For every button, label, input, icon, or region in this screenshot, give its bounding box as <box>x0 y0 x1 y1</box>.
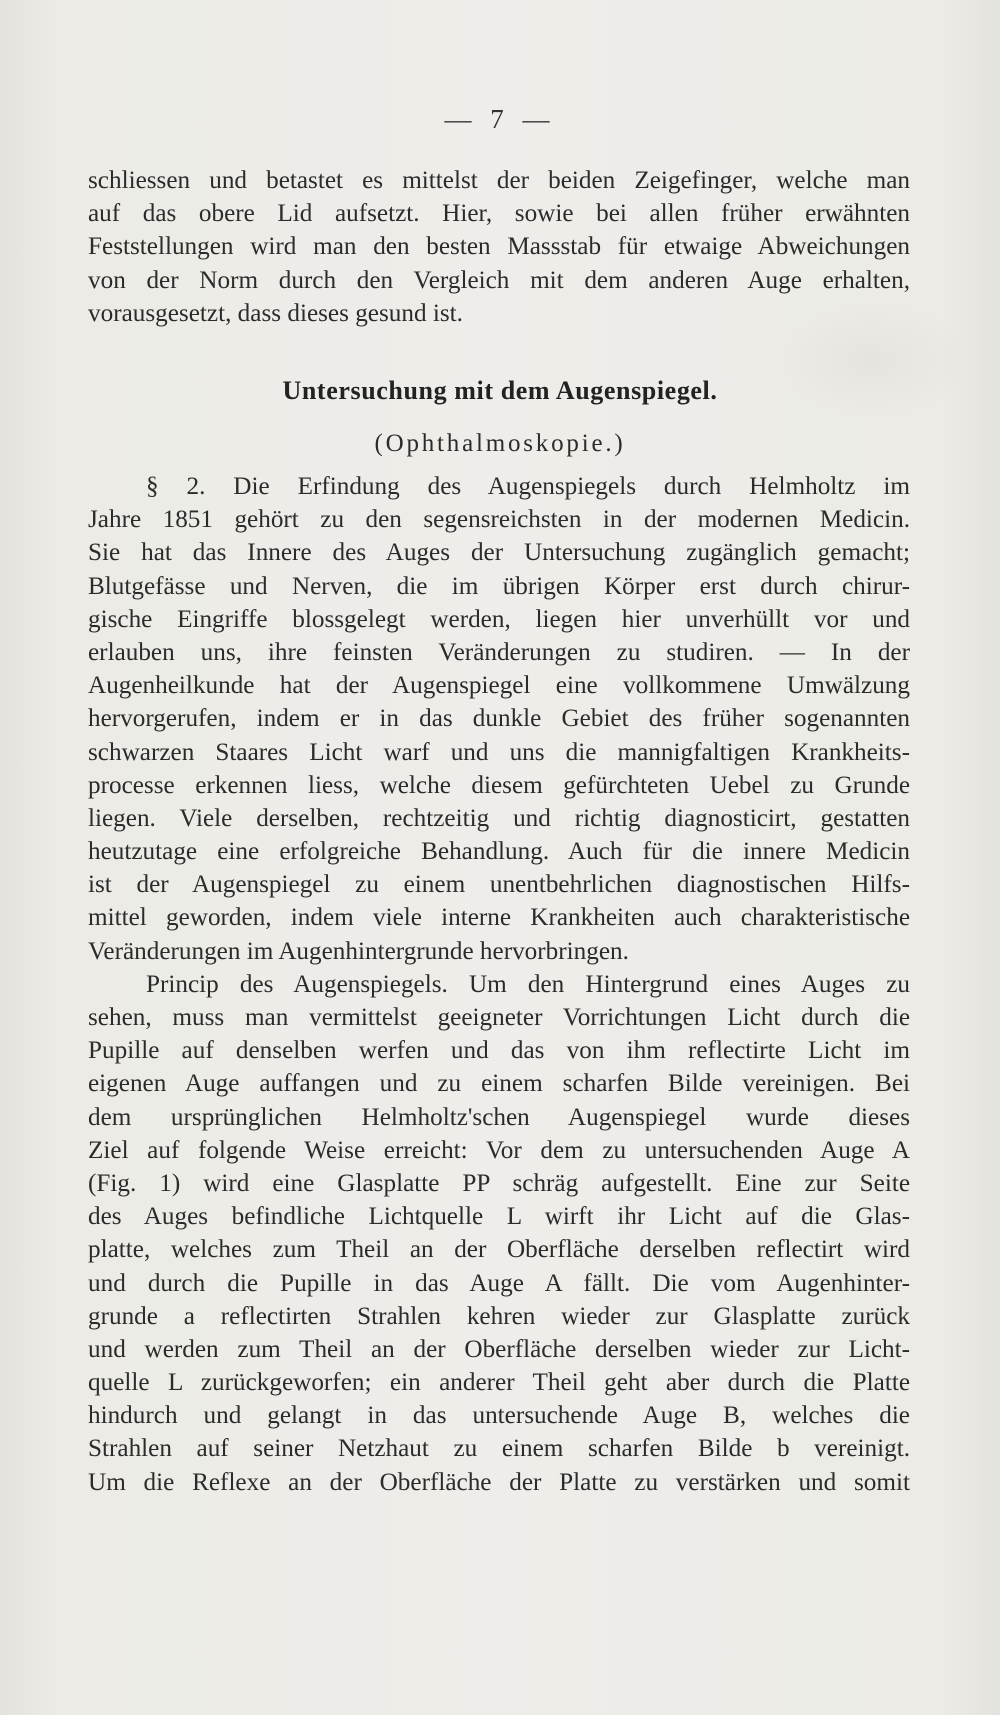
text-line: des Auges befindliche Lichtquelle L wirft ihr Licht auf die Glas- <box>88 1203 910 1231</box>
text-line: Um die Reflexe an der Oberfläche der Platte zu verstärken und somit <box>88 1468 910 1496</box>
text-line: Augenheilkunde hat der Augenspiegel eine vollkommene Umwälzung <box>88 672 910 700</box>
section-heading: Untersuchung mit dem Augenspiegel. <box>282 376 718 405</box>
text-line: § 2. Die Erfindung des Augenspiegels durch Helmholtz im <box>146 473 910 500</box>
text-line: hindurch und gelangt in das untersuchende Auge B, welches die <box>88 1402 910 1430</box>
text-line: liegen. Viele derselben, rechtzeitig und richtig diagnosticirt, gestatten <box>88 804 910 832</box>
text-line: Princip des Augenspiegels. Um den Hintergrund eines Auges zu <box>146 970 910 998</box>
text-line: mittel geworden, indem viele interne Krankheiten auch charakteristische <box>88 904 910 932</box>
text-line: sehen, muss man vermittelst geeigneter Vorrichtungen Licht durch die <box>88 1004 910 1031</box>
text-line: (Fig. 1) wird eine Glasplatte PP schräg aufgestellt. Eine zur Seite <box>88 1169 910 1197</box>
text-line: Ziel auf folgende Weise erreicht: Vor dem zu untersuchenden Auge A <box>88 1136 910 1164</box>
text-line: grunde a reflectirten Strahlen kehren wieder zur Glasplatte zurück <box>88 1302 910 1330</box>
page-number: — 7 — <box>444 104 556 134</box>
text-line: vorausgesetzt, dass dieses gesund ist. <box>88 299 463 327</box>
paragraph-intro <box>88 164 910 330</box>
text-line: Sie hat das Innere des Auges der Untersuchung zugänglich gemacht; <box>88 539 910 567</box>
text-line: Veränderungen im Augenhintergrunde hervorbringen. <box>88 937 629 965</box>
section-subheading: (Ophthalmoskopie.) <box>374 430 626 457</box>
text-line: Strahlen auf seiner Netzhaut zu einem scharfen Bilde b vereinigt. <box>88 1435 910 1463</box>
text-line: Blutgefässe und Nerven, die im übrigen Körper erst durch chirur- <box>88 572 910 600</box>
text-line: und durch die Pupille in das Auge A fällt. Die vom Augenhinter- <box>88 1269 910 1297</box>
text-line: gische Eingriffe blossgelegt werden, liegen hier unverhüllt vor und <box>88 605 910 633</box>
text-line: dem ursprünglichen Helmholtz'schen Augenspiegel wurde dieses <box>88 1103 910 1131</box>
text-line: Feststellungen wird man den besten Massstab für etwaige Abweichungen <box>88 233 910 261</box>
text-line: auf das obere Lid aufsetzt. Hier, sowie bei allen früher erwähnten <box>88 200 910 228</box>
text-line: hervorgerufen, indem er in das dunkle Gebiet des früher sogenannten <box>88 705 910 733</box>
text-line: ist der Augenspiegel zu einem unentbehrlichen diagnostischen Hilfs- <box>88 871 910 899</box>
text-line: schliessen und betastet es mittelst der beiden Zeigefinger, welche man <box>88 167 910 194</box>
text-line: quelle L zurückgeworfen; ein anderer Theil geht aber durch die Platte <box>88 1369 910 1397</box>
text-line: von der Norm durch den Vergleich mit dem anderen Auge erhalten, <box>88 266 910 294</box>
paragraph-section-2 <box>88 470 910 1499</box>
text-line: platte, welches zum Theil an der Oberfläche derselben reflectirt wird <box>88 1236 910 1264</box>
text-line: heutzutage eine erfolgreiche Behandlung. Auch für die innere Medicin <box>88 838 910 866</box>
text-line: eigenen Auge auffangen und zu einem scharfen Bilde vereinigen. Bei <box>88 1070 910 1098</box>
text-line: schwarzen Staares Licht warf und uns die mannigfaltigen Krankheits- <box>88 738 910 766</box>
text-line: und werden zum Theil an der Oberfläche derselben wieder zur Licht- <box>88 1335 910 1363</box>
text-line: erlauben uns, ihre feinsten Veränderungen zu studiren. — In der <box>88 638 910 666</box>
text-line: Jahre 1851 gehört zu den segensreichsten in der modernen Medicin. <box>88 506 910 534</box>
text-line: processe erkennen liess, welche diesem gefürchteten Uebel zu Grunde <box>88 771 910 799</box>
text-line: Pupille auf denselben werfen und das von ihm reflectirte Licht im <box>88 1037 910 1065</box>
